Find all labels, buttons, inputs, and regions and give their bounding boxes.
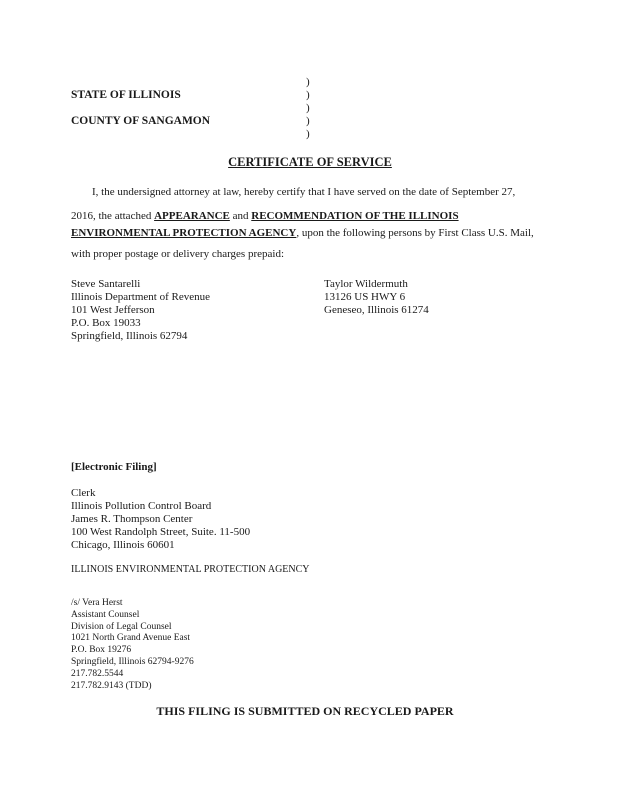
address-line: 101 West Jefferson [71, 304, 155, 316]
signature-line: P.O. Box 19276 [71, 645, 132, 656]
state-caption: STATE OF ILLINOIS [71, 89, 181, 101]
caption-paren: ) [306, 89, 310, 101]
recycled-paper-footer: THIS FILING IS SUBMITTED ON RECYCLED PAPER [156, 704, 454, 718]
caption-paren: ) [306, 102, 310, 114]
address-line: Steve Santarelli [71, 278, 141, 290]
county-caption: COUNTY OF SANGAMON [71, 115, 211, 127]
signature-block [71, 598, 194, 692]
signature-line: Assistant Counsel [71, 609, 140, 620]
address-line: Geneseo, Illinois 61274 [324, 304, 429, 316]
body-and: and [229, 210, 252, 222]
recommendation-doc-link: RECOMMENDATION OF THE ILLINOIS [251, 210, 459, 222]
signature-line: Springfield, Illinois 62794-9276 [71, 656, 194, 667]
clerk-address [71, 487, 250, 552]
address-line: P.O. Box 19033 [71, 317, 141, 329]
electronic-filing-heading: [Electronic Filing] [71, 461, 157, 473]
signature-line: Division of Legal Counsel [71, 621, 172, 632]
body-line-3 [71, 227, 534, 239]
body-line-3-suffix: , upon the following persons by First Class U.S. Mail, [296, 227, 534, 239]
recipient-address-2 [324, 278, 429, 317]
signature-line: 1021 North Grand Avenue East [71, 633, 191, 644]
address-line: James R. Thompson Center [71, 513, 193, 525]
caption-paren: ) [306, 76, 310, 88]
address-line: Illinois Pollution Control Board [71, 500, 212, 512]
signature-line: /s/ Vera Herst [71, 598, 123, 608]
body-line-2-prefix: 2016, the attached [71, 210, 155, 222]
address-line: Clerk [71, 487, 96, 499]
body-line-4: with proper postage or delivery charges prepaid: [71, 248, 285, 260]
document-title: CERTIFICATE OF SERVICE [228, 155, 392, 169]
caption-paren: ) [306, 128, 310, 140]
recipient-address-1 [71, 278, 210, 343]
address-line: Illinois Department of Revenue [71, 291, 210, 303]
address-line: Chicago, Illinois 60601 [71, 539, 175, 551]
address-line: Taylor Wildermuth [324, 278, 408, 290]
agency-name: ILLINOIS ENVIRONMENTAL PROTECTION AGENCY [71, 564, 310, 575]
address-line: Springfield, Illinois 62794 [71, 330, 188, 342]
body-line-2 [71, 210, 459, 222]
body-line-1: I, the undersigned attorney at law, hereby certify that I have served on the date of September 27, [92, 186, 516, 198]
signature-line: 217.782.5544 [71, 668, 124, 679]
address-line: 13126 US HWY 6 [324, 291, 406, 303]
caption-paren: ) [306, 115, 310, 127]
appearance-doc-link: APPEARANCE [154, 210, 230, 222]
signature-line: 217.782.9143 (TDD) [71, 680, 152, 691]
recommendation-doc-link-cont: ENVIRONMENTAL PROTECTION AGENCY [71, 227, 297, 239]
address-line: 100 West Randolph Street, Suite. 11-500 [71, 526, 251, 538]
